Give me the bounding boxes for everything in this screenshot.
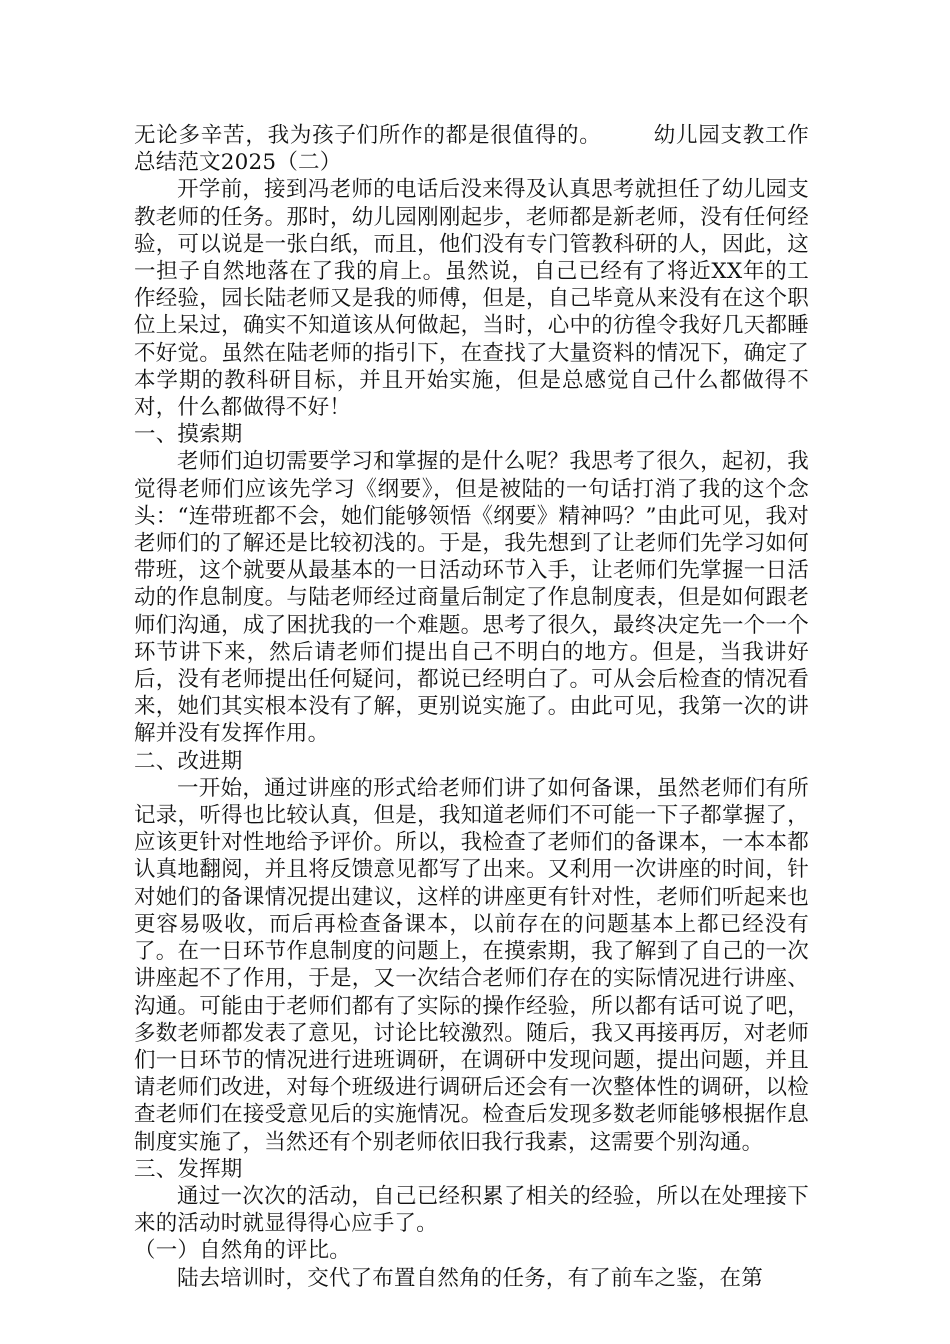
paragraph-intro: 开学前，接到冯老师的电话后没来得及认真思考就担任了幼儿园支教老师的任务。那时，幼儿园刚刚起步，老师都是新老师，没有任何经验，可以说是一张白纸，而且，他们没有专门管教科研的人，因此，这一担子自然地落在了我的肩上。虽然说，自己已经有了将近XX年的工作经验，园长陆老师又是我的师傅，但是，自己毕竟从来没有在这个职位上呆过，确实不知道该从何做起，当时，心中的彷徨令我好几天都睡不好觉。虽然在陆老师的指引下，在查找了大量资料的情况下，确定了本学期的教科研目标，并且开始实施，但是总感觉自己什么都做得不对，什么都做得不好！ [134,177,809,421]
section-heading-application: 三、发挥期 [134,1156,243,1182]
subsection-heading-nature-corner: （一）自然角的评比。 [134,1238,352,1264]
intro-line [134,122,809,176]
paragraph-application: 通过一次次的活动，自己已经积累了相关的经验，所以在处理接下来的活动时就显得得心应手了。 [134,1183,809,1237]
section-heading-exploration: 一、摸索期 [134,422,243,448]
paragraph-exploration: 老师们迫切需要学习和掌握的是什么呢？我思考了很久，起初，我觉得老师们应该先学习《纲要》，但是被陆的一句话打消了我的这个念头：“连带班都不会，她们能够领悟《纲要》精神吗？”由此可见，我对老师们的了解还是比较初浅的。于是，我先想到了让老师们先学习如何带班，这个就要从最基本的一日活动环节入手，让老师们先掌握一日活动的作息制度。与陆老师经过商量后制定了作息制度表，但是如何跟老师们沟通，成了困扰我的一个难题。思考了很久，最终决定先一个一个环节讲下来，然后请老师们提出自己不明白的地方。但是，当我讲好后，没有老师提出任何疑问，都说已经明白了。可从会后检查的情况看来，她们其实根本没有了解，更别说实施了。由此可见，我第一次的讲解并没有发挥作用。 [134,449,809,747]
document-title: 幼儿园支教工作总结范文2025（二） [134,123,810,176]
paragraph-improvement: 一开始，通过讲座的形式给老师们讲了如何备课，虽然老师们有所记录，听得也比较认真，但是，我知道老师们不可能一下子都掌握了，应该更针对性地给予评价。所以，我检查了老师们的备课本，一本本都认真地翻阅，并且将反馈意见都写了出来。又利用一次讲座的时间，针对她们的备课情况提出建议，这样的讲座更有针对性，老师们听起来也更容易吸收，而后再检查备课本，以前存在的问题基本上都已经没有了。在一日环节作息制度的问题上，在摸索期，我了解到了自己的一次讲座起不了作用，于是，又一次结合老师们存在的实际情况进行讲座、沟通。可能由于老师们都有了实际的操作经验，所以都有话可说了吧，多数老师都发表了意见，讨论比较激烈。随后，我又再接再厉，对老师们一日环节的情况进行进班调研，在调研中发现问题，提出问题，并且请老师们改进，对每个班级进行调研后还会有一次整体性的调研，以检查老师们在接受意见后的实施情况。检查后发现多数老师能够根据作息制度实施了，当然还有个别老师依旧我行我素，这需要个别沟通。 [134,775,809,1155]
document-body [134,122,809,1292]
intro-text: 无论多辛苦，我为孩子们所作的都是很值得的。 [134,123,602,148]
paragraph-nature-corner: 陆去培训时，交代了布置自然角的任务，有了前车之鉴，在第 [177,1265,763,1291]
section-heading-improvement: 二、改进期 [134,748,243,774]
